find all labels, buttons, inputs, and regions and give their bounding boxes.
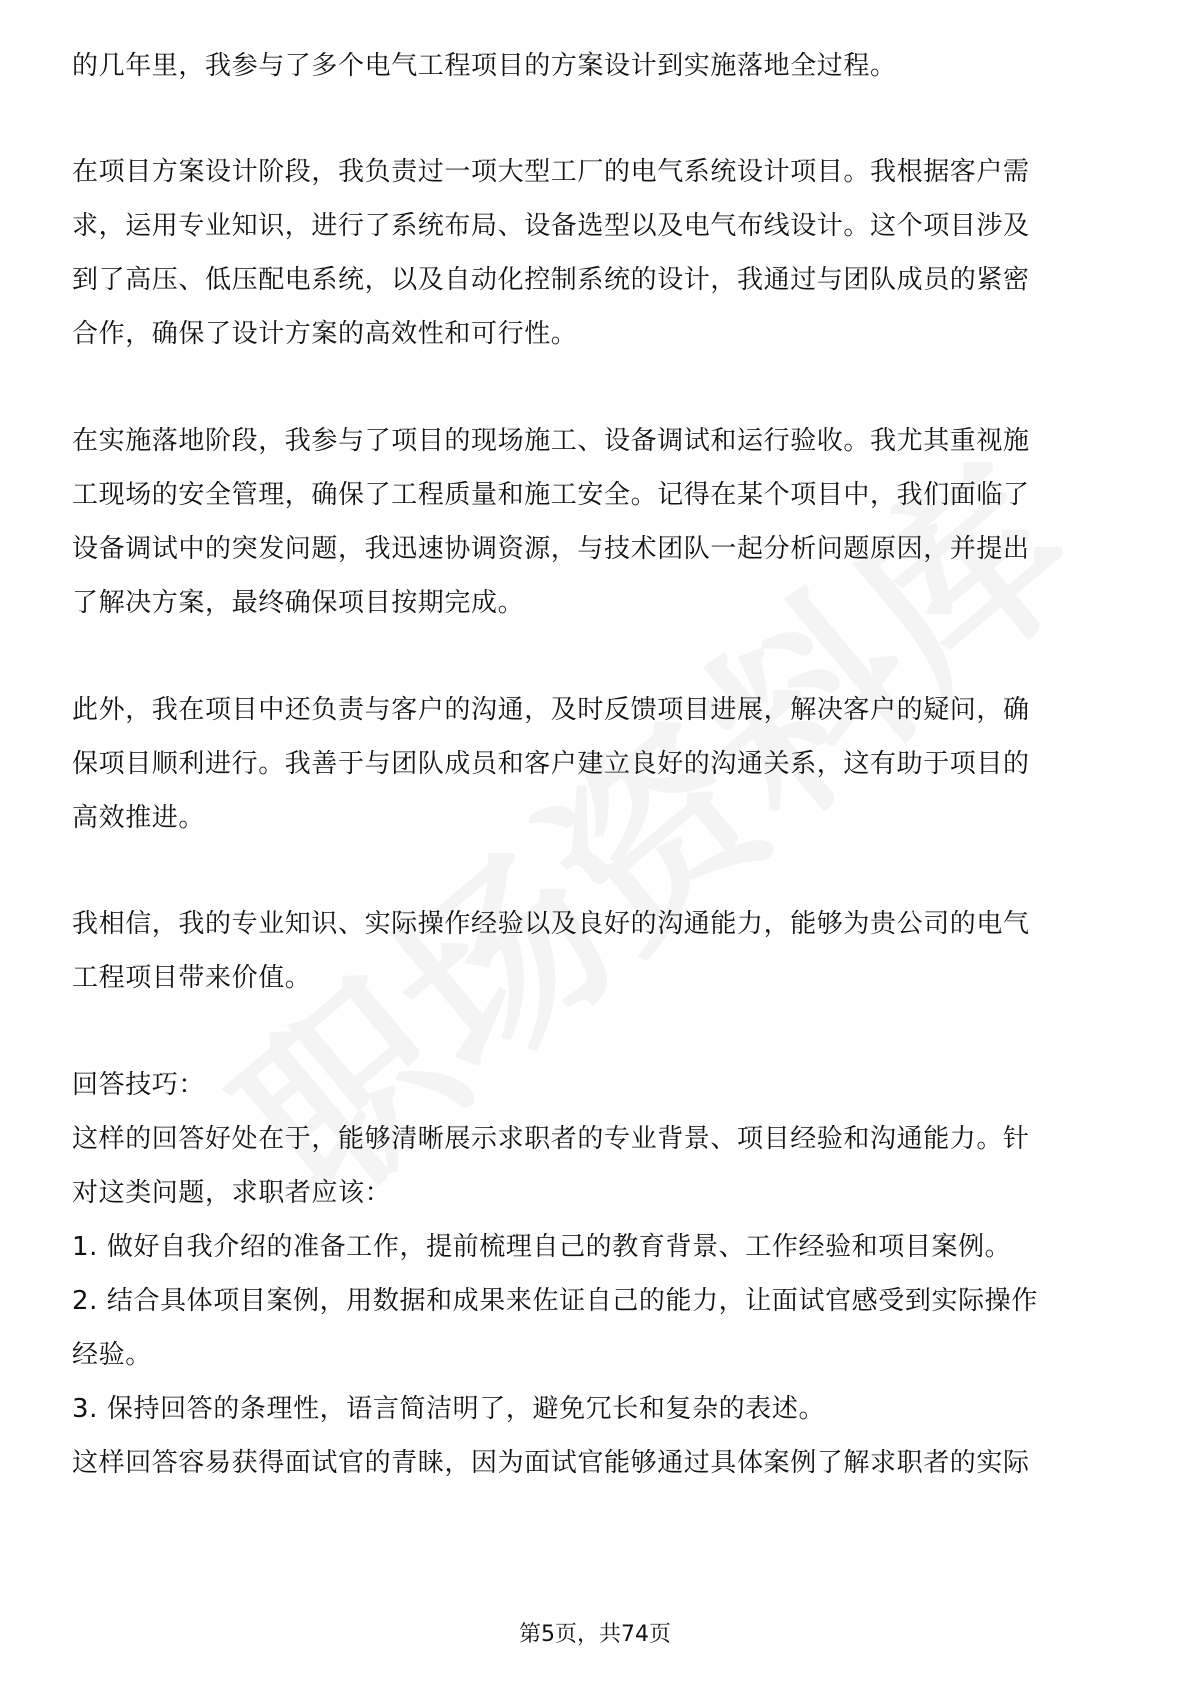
text-line: 保项目顺利进行。我善于与团队成员和客户建立良好的沟通关系，这有助于项目的	[72, 749, 1030, 779]
section-heading: 回答技巧：	[72, 1070, 206, 1100]
text-line: 我相信，我的专业知识、实际操作经验以及良好的沟通能力，能够为贵公司的电气	[72, 909, 1030, 939]
list-item: 3. 保持回答的条理性，语言简洁明了，避免冗长和复杂的表述。	[72, 1394, 826, 1424]
text-line: 这样的回答好处在于，能够清晰展示求职者的专业背景、项目经验和沟通能力。针	[72, 1124, 1030, 1154]
text-line: 这样回答容易获得面试官的青睐，因为面试官能够通过具体案例了解求职者的实际	[72, 1448, 1030, 1478]
text-line: 高效推进。	[72, 803, 206, 833]
text-line: 此外，我在项目中还负责与客户的沟通，及时反馈项目进展，解决客户的疑问，确	[72, 695, 1030, 725]
text-line: 到了高压、低压配电系统，以及自动化控制系统的设计，我通过与团队成员的紧密	[72, 265, 1030, 295]
text-line: 设备调试中的突发问题，我迅速协调资源，与技术团队一起分析问题原因，并提出	[72, 534, 1030, 564]
list-item: 1. 做好自我介绍的准备工作，提前梳理自己的教育背景、工作经验和项目案例。	[72, 1232, 1012, 1262]
text-line: 工程项目带来价值。	[72, 963, 312, 993]
text-line: 求，运用专业知识，进行了系统布局、设备选型以及电气布线设计。这个项目涉及	[72, 211, 1030, 241]
text-line: 工现场的安全管理，确保了工程质量和施工安全。记得在某个项目中，我们面临了	[72, 480, 1030, 510]
list-item: 2. 结合具体项目案例，用数据和成果来佐证自己的能力，让面试官感受到实际操作	[72, 1286, 1038, 1316]
text-line: 合作，确保了设计方案的高效性和可行性。	[72, 319, 578, 349]
text-line: 在实施落地阶段，我参与了项目的现场施工、设备调试和运行验收。我尤其重视施	[72, 426, 1030, 456]
text-line: 了解决方案，最终确保项目按期完成。	[72, 588, 525, 618]
list-item-continuation: 经验。	[72, 1340, 152, 1370]
page-number: 第5页，共74页	[519, 1622, 671, 1647]
text-line: 的几年里，我参与了多个电气工程项目的方案设计到实施落地全过程。	[72, 51, 897, 81]
text-line: 在项目方案设计阶段，我负责过一项大型工厂的电气系统设计项目。我根据客户需	[72, 157, 1030, 187]
text-line: 对这类问题，求职者应该：	[72, 1178, 392, 1208]
